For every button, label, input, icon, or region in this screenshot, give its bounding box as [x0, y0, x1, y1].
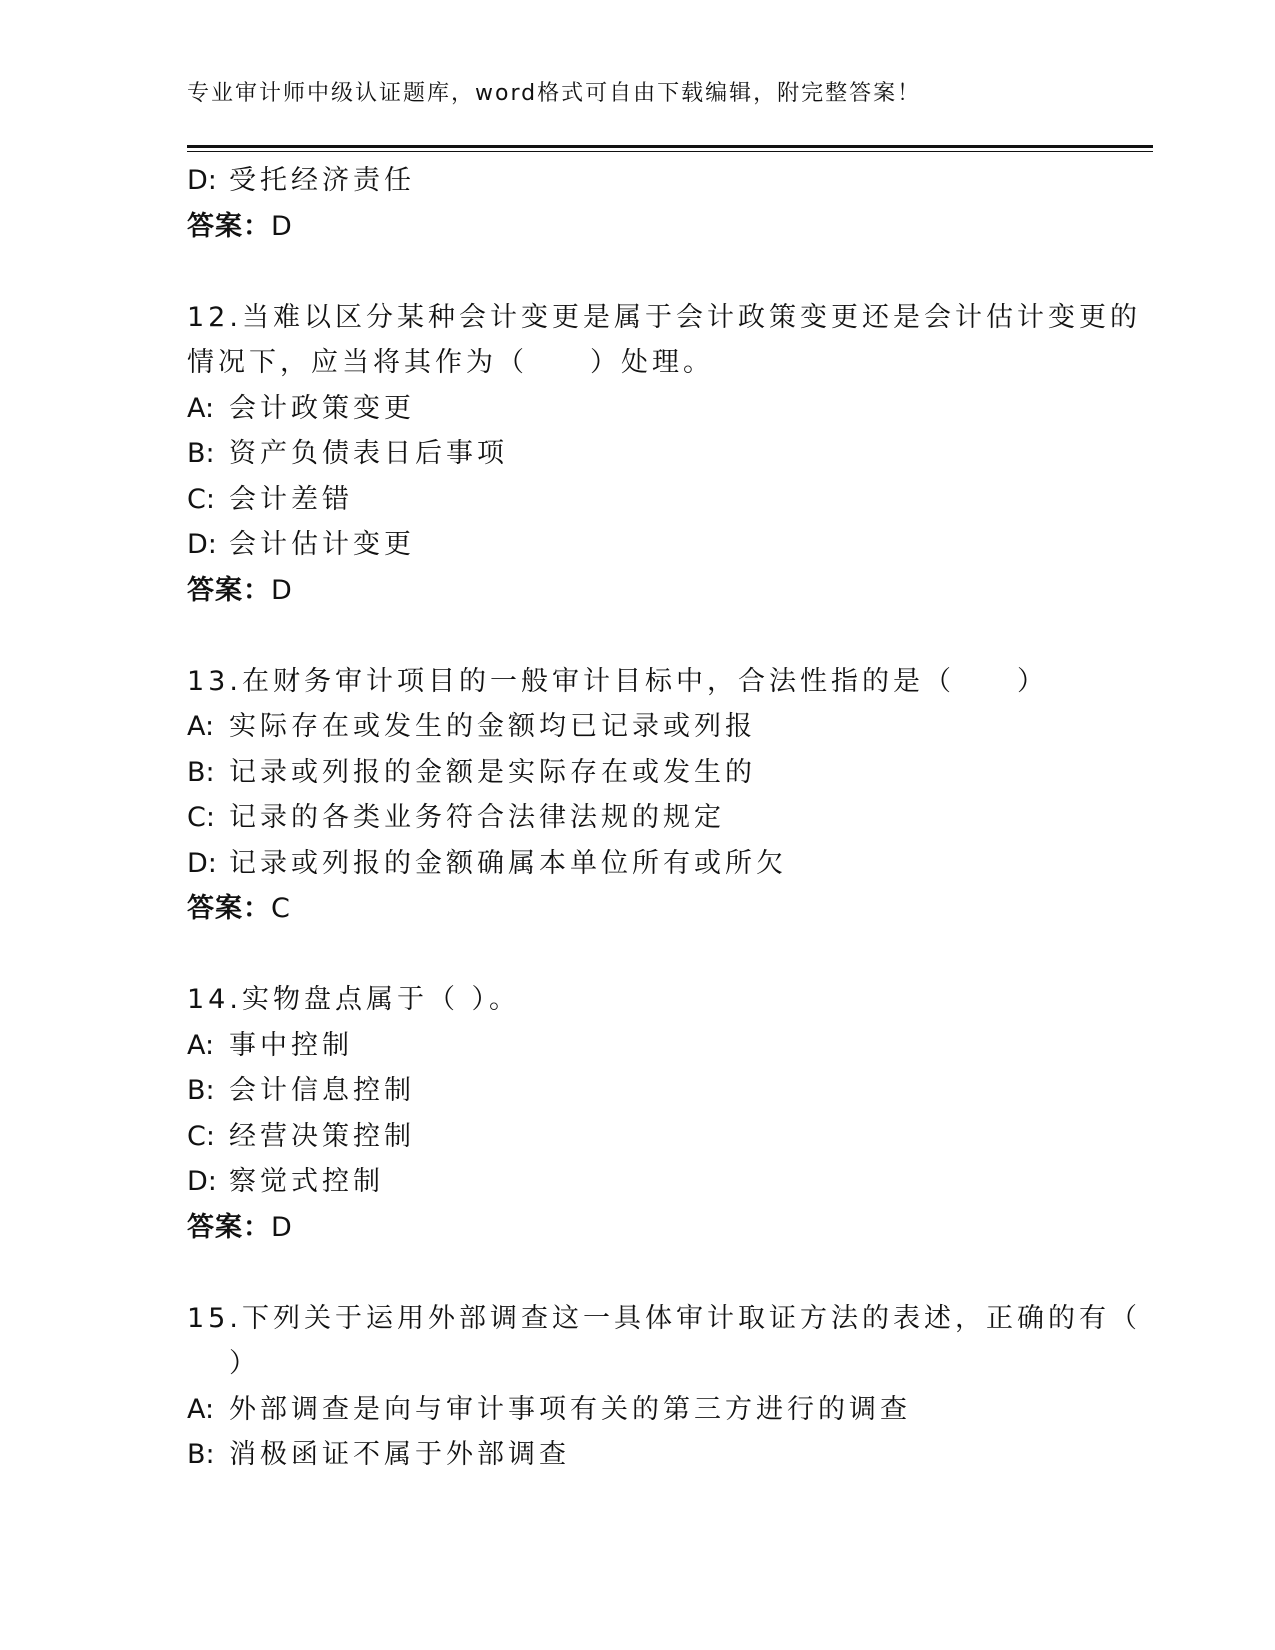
option-text: 受托经济责任: [229, 165, 415, 196]
option-key: B:: [187, 756, 215, 788]
option-text: 消极函证不属于外部调查: [229, 1439, 570, 1470]
question-content: [187, 158, 1141, 1478]
option-key: B:: [187, 1075, 215, 1106]
question-12-stem: 12.当难以区分某种会计变更是属于会计政策变更还是会计估计变更的: [187, 301, 1141, 333]
option-text: 记录的各类业务符合法律法规的规定: [229, 802, 725, 833]
option-key: A:: [187, 1393, 215, 1425]
option-text: 经营决策控制: [229, 1120, 415, 1152]
option-c: [187, 1114, 1087, 1160]
option-text: 记录或列报的金额确属本单位所有或所欠: [229, 847, 787, 879]
spacer: [187, 932, 1087, 978]
option-text: 事中控制: [229, 1029, 353, 1061]
answer-line: [187, 1205, 1087, 1251]
option-a: [187, 704, 1087, 750]
answer-label: 答案：: [187, 574, 271, 606]
option-key: A:: [187, 392, 215, 424]
option-text: 记录或列报的金额是实际存在或发生的: [229, 756, 756, 788]
option-a: [187, 1387, 1087, 1433]
option-b: [187, 1432, 1087, 1478]
answer-label: 答案：: [187, 893, 271, 924]
option-d: [187, 522, 1087, 568]
answer-value: D: [271, 210, 293, 242]
header-rule-thick: [187, 145, 1153, 148]
question-13-stem: 13.在财务审计项目的一般审计目标中，合法性指的是（ ）: [187, 665, 1048, 697]
option-text: 会计信息控制: [229, 1075, 415, 1106]
spacer: [187, 249, 1087, 295]
option-key: D:: [187, 165, 217, 196]
spacer: [187, 1250, 1087, 1296]
option-b: [187, 750, 1087, 796]
answer-label: 答案：: [187, 1211, 271, 1243]
option-text: 资产负债表日后事项: [229, 438, 508, 469]
answer-line: [187, 204, 1087, 250]
option-text: 实际存在或发生的金额均已记录或列报: [229, 711, 756, 742]
question-15-stem: 15.下列关于运用外部调查这一具体审计取证方法的表述，正确的有（: [187, 1302, 1141, 1334]
option-key: C:: [187, 483, 215, 515]
option-d: [187, 1159, 1087, 1205]
option-text: 察觉式控制: [229, 1166, 384, 1197]
option-c: [187, 795, 1087, 841]
option-a: [187, 386, 1087, 432]
answer-value: D: [271, 1211, 293, 1243]
option-key: A:: [187, 1029, 215, 1061]
option-b: [187, 431, 1087, 477]
option-key: D:: [187, 529, 217, 560]
option-c: [187, 477, 1087, 523]
header-rule-thin: [187, 151, 1153, 152]
option-key: C:: [187, 1120, 215, 1152]
option-d: [187, 158, 1087, 204]
option-key: D:: [187, 1166, 217, 1197]
option-key: D:: [187, 847, 217, 879]
page-header: 专业审计师中级认证题库，word格式可自由下载编辑，附完整答案！: [187, 81, 922, 106]
option-key: B:: [187, 1439, 215, 1470]
answer-line: [187, 886, 1087, 932]
option-text: 会计政策变更: [229, 392, 415, 424]
question-14-stem: 14.实物盘点属于（ ）。: [187, 984, 521, 1015]
option-text: 会计差错: [229, 483, 353, 515]
option-text: 外部调查是向与审计事项有关的第三方进行的调查: [229, 1393, 911, 1425]
answer-value: C: [271, 893, 291, 924]
option-d: [187, 841, 1087, 887]
option-b: [187, 1068, 1087, 1114]
option-key: B:: [187, 438, 215, 469]
question-15-stem-cont: ）: [229, 1348, 260, 1379]
answer-line: [187, 568, 1087, 614]
question-12-stem-cont: 情况下，应当将其作为（ ）处理。: [187, 347, 714, 378]
option-a: [187, 1023, 1087, 1069]
option-text: 会计估计变更: [229, 529, 415, 560]
option-key: A:: [187, 711, 215, 742]
answer-value: D: [271, 574, 293, 606]
option-key: C:: [187, 802, 215, 833]
spacer: [187, 613, 1087, 659]
answer-label: 答案：: [187, 210, 271, 242]
